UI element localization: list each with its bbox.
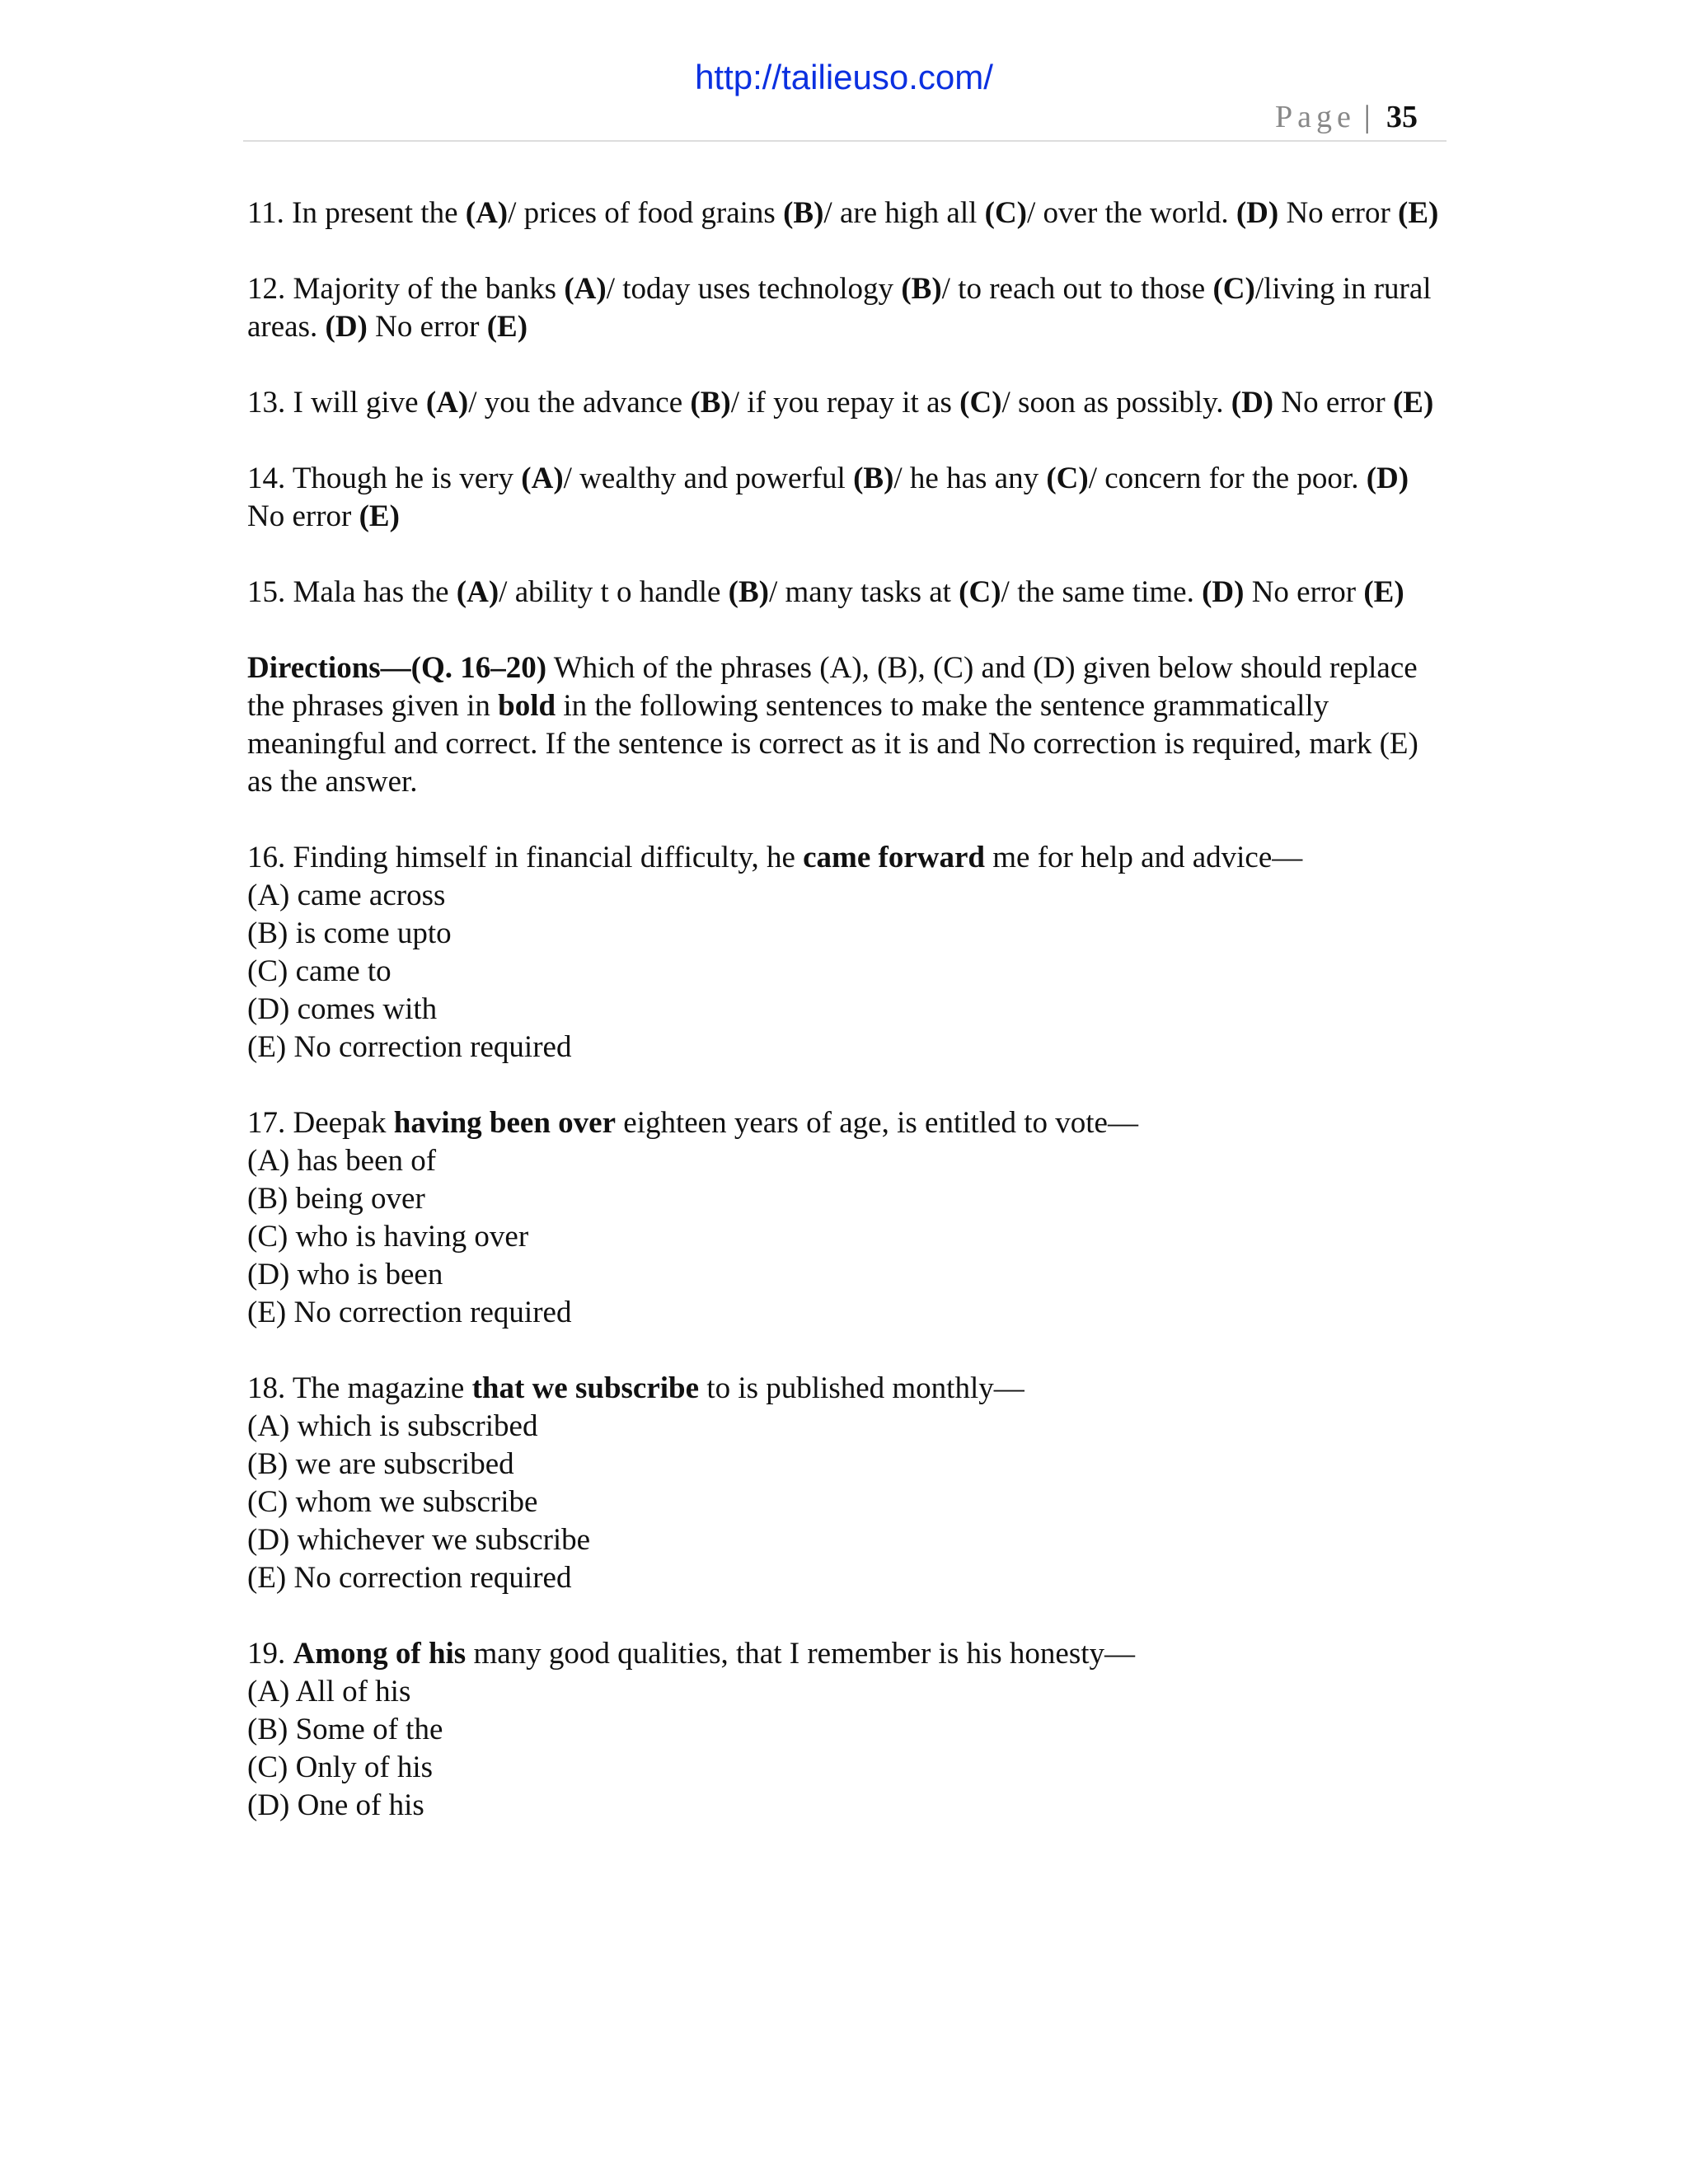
question-text: 12. Majority of the banks (A)/ today uses technology (B)/ to reach out to those (C)/living in rural areas. (D) No error (E) — [247, 272, 1432, 344]
option-a: (A) All of his — [247, 1675, 411, 1708]
header-link[interactable]: http://tailieuso.com/ — [695, 58, 993, 96]
option-c: (C) whom we subscribe — [247, 1485, 538, 1519]
option-d: (D) One of his — [247, 1788, 424, 1822]
question-17 — [247, 1104, 1451, 1332]
directions-heading: Directions—(Q. 16–20) — [247, 651, 547, 685]
page-separator: | — [1363, 100, 1371, 134]
option-c: (C) who is having over — [247, 1220, 529, 1254]
question-text: 17. Deepak having been over eighteen years of age, is entitled to vote— — [247, 1106, 1138, 1140]
option-a: (A) has been of — [247, 1144, 437, 1178]
option-b: (B) is come upto — [247, 916, 452, 950]
option-e: (E) No correction required — [247, 1561, 572, 1595]
question-13 — [247, 384, 1451, 422]
question-text: 18. The magazine that we subscribe to is published monthly— — [247, 1371, 1025, 1405]
directions — [247, 649, 1451, 801]
question-18 — [247, 1370, 1451, 1597]
page-label: Page — [1275, 100, 1356, 134]
question-text: 14. Though he is very (A)/ wealthy and powerful (B)/ he has any (C)/ concern for the poor. (D) No error (E) — [247, 462, 1409, 533]
option-a: (A) which is subscribed — [247, 1409, 538, 1443]
question-12 — [247, 270, 1451, 346]
option-b: (B) Some of the — [247, 1713, 443, 1746]
option-b: (B) being over — [247, 1182, 425, 1216]
page-content — [247, 194, 1451, 1863]
option-c: (C) Only of his — [247, 1750, 434, 1784]
header-divider — [243, 140, 1447, 142]
option-e: (E) No correction required — [247, 1030, 572, 1064]
question-text: 16. Finding himself in financial difficulty, he came forward me for help and advice— — [247, 841, 1303, 874]
option-b: (B) we are subscribed — [247, 1447, 514, 1481]
question-11 — [247, 194, 1451, 232]
option-d: (D) comes with — [247, 992, 438, 1026]
question-14 — [247, 460, 1451, 536]
question-text: 19. Among of his many good qualities, that I remember is his honesty— — [247, 1637, 1135, 1671]
page-number — [1275, 99, 1418, 135]
question-text: 13. I will give (A)/ you the advance (B)/ if you repay it as (C)/ soon as possibly. (D) No error (E) — [247, 386, 1434, 419]
question-text: 15. Mala has the (A)/ ability t o handle (B)/ many tasks at (C)/ the same time. (D) No error (E) — [247, 575, 1404, 609]
option-c: (C) came to — [247, 954, 392, 988]
page-number-value: 35 — [1386, 100, 1418, 134]
directions-text: Directions—(Q. 16–20) Which of the phrases (A), (B), (C) and (D) given below should replace the phrases given in bold in the following sentences to make the sentence grammatically meaningful and correct. If the sentence is correct as it is and No correction is required, mark (E) as the answer. — [247, 651, 1418, 799]
question-19 — [247, 1635, 1451, 1825]
option-d: (D) who is been — [247, 1258, 443, 1291]
question-15 — [247, 574, 1451, 612]
option-d: (D) whichever we subscribe — [247, 1523, 591, 1557]
question-text: 11. In present the (A)/ prices of food grains (B)/ are high all (C)/ over the world. (D) No error (E) — [247, 196, 1439, 230]
question-16 — [247, 839, 1451, 1066]
option-e: (E) No correction required — [247, 1296, 572, 1329]
option-a: (A) came across — [247, 879, 446, 912]
